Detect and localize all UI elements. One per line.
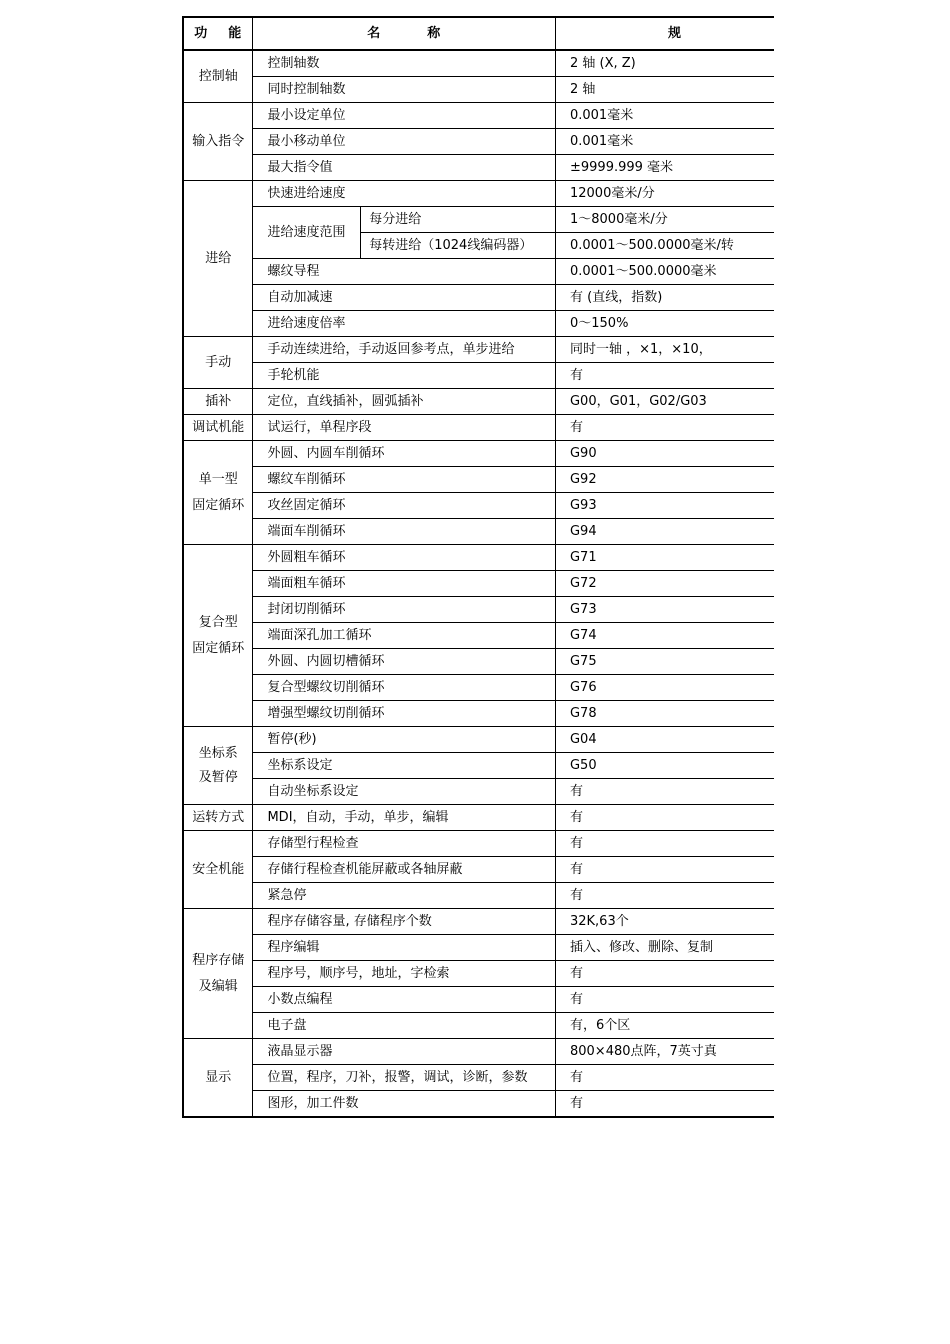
row-spec: G73: [555, 597, 774, 623]
row-spec: G04: [555, 727, 774, 753]
table-row: [183, 311, 774, 337]
row-name: 封闭切削循环: [253, 597, 556, 623]
row-spec: 有: [555, 961, 774, 987]
group-single-cycle: [183, 441, 253, 545]
row-spec: 0～150%: [555, 311, 774, 337]
group-label-line: 固定循环: [192, 497, 245, 513]
row-name: 图形，加工件数: [253, 1091, 556, 1118]
spec-table-viewport: [182, 16, 774, 1126]
table-row: [183, 285, 774, 311]
table-row: [183, 50, 774, 77]
row-spec: 有: [555, 831, 774, 857]
table-row: [183, 493, 774, 519]
row-spec: G74: [555, 623, 774, 649]
row-spec: 有: [555, 779, 774, 805]
row-name: 坐标系设定: [253, 753, 556, 779]
group-compound-cycle: [183, 545, 253, 727]
header-function-char-1: 功: [194, 26, 209, 41]
row-subname: 每转进给（1024线编码器）: [361, 233, 556, 259]
row-name: 外圆粗车循环: [253, 545, 556, 571]
table-row: [183, 753, 774, 779]
row-name: 存储型行程检查: [253, 831, 556, 857]
row-name: 位置，程序，刀补，报警，调试，诊断，参数: [253, 1065, 556, 1091]
row-name: 最小移动单位: [253, 129, 556, 155]
table-row: [183, 701, 774, 727]
header-name: [253, 17, 556, 50]
row-name: 最大指令值: [253, 155, 556, 181]
table-row: [183, 623, 774, 649]
row-spec: G92: [555, 467, 774, 493]
group-label-line: 及暂停: [198, 769, 238, 785]
row-name: 同时控制轴数: [253, 77, 556, 103]
row-spec: 2 轴: [555, 77, 774, 103]
row-name: 外圆、内圆切槽循环: [253, 649, 556, 675]
group-feed: 进给: [183, 181, 253, 337]
table-row: [183, 597, 774, 623]
row-name: 自动加减速: [253, 285, 556, 311]
row-name: 定位，直线插补，圆弧插补: [253, 389, 556, 415]
table-row: [183, 727, 774, 753]
table-row: [183, 467, 774, 493]
row-name: 小数点编程: [253, 987, 556, 1013]
row-name: 端面粗车循环: [253, 571, 556, 597]
row-spec: G50: [555, 753, 774, 779]
group-interpolation: 插补: [183, 389, 253, 415]
table-row: [183, 519, 774, 545]
row-name: 端面车削循环: [253, 519, 556, 545]
row-spec: 有 (直线，指数): [555, 285, 774, 311]
table-row: [183, 441, 774, 467]
row-spec: 有: [555, 883, 774, 909]
row-spec: 有: [555, 363, 774, 389]
table-row: [183, 207, 774, 233]
group-manual: 手动: [183, 337, 253, 389]
row-name: 紧急停: [253, 883, 556, 909]
table-row: [183, 181, 774, 207]
row-spec: G78: [555, 701, 774, 727]
table-row: [183, 1065, 774, 1091]
table-row: [183, 831, 774, 857]
table-row: [183, 389, 774, 415]
header-name-char-1: 名: [367, 26, 382, 41]
table-row: [183, 129, 774, 155]
row-spec: 插入、修改、删除、复制: [555, 935, 774, 961]
row-name: 外圆、内圆车削循环: [253, 441, 556, 467]
row-spec: G94: [555, 519, 774, 545]
row-spec: 有，6个区: [555, 1013, 774, 1039]
row-name: 进给速度倍率: [253, 311, 556, 337]
row-spec: 有: [555, 1065, 774, 1091]
group-label-line: 固定循环: [192, 640, 245, 656]
group-label-line: 单一型: [198, 471, 238, 487]
row-spec: ±9999.999 毫米: [555, 155, 774, 181]
table-row: [183, 987, 774, 1013]
row-name: 手轮机能: [253, 363, 556, 389]
table-row: [183, 1013, 774, 1039]
row-name: 螺纹车削循环: [253, 467, 556, 493]
row-name: 攻丝固定循环: [253, 493, 556, 519]
spec-table: [182, 16, 774, 1118]
header-spec: 规: [555, 17, 774, 50]
row-spec: 0.001毫米: [555, 103, 774, 129]
header-function: [183, 17, 253, 50]
row-name: 自动坐标系设定: [253, 779, 556, 805]
table-row: [183, 805, 774, 831]
group-coordinate: [183, 727, 253, 805]
row-spec: G76: [555, 675, 774, 701]
row-spec: 有: [555, 805, 774, 831]
row-name: 电子盘: [253, 1013, 556, 1039]
row-name: 液晶显示器: [253, 1039, 556, 1065]
row-spec: 12000毫米/分: [555, 181, 774, 207]
row-name: 程序号，顺序号，地址，字检索: [253, 961, 556, 987]
row-spec: 800×480点阵，7英寸真: [555, 1039, 774, 1065]
row-spec: 有: [555, 1091, 774, 1118]
group-label-line: 复合型: [198, 614, 238, 630]
row-name: 试运行，单程序段: [253, 415, 556, 441]
row-name: 暂停(秒): [253, 727, 556, 753]
row-name: 进给速度范围: [253, 207, 361, 259]
row-spec: 有: [555, 987, 774, 1013]
group-control-axis: 控制轴: [183, 50, 253, 103]
header-name-char-2: 称: [427, 26, 442, 41]
table-row: [183, 337, 774, 363]
table-row: [183, 961, 774, 987]
row-name: 控制轴数: [253, 50, 556, 77]
row-spec: G72: [555, 571, 774, 597]
group-debug: 调试机能: [183, 415, 253, 441]
table-row: [183, 1039, 774, 1065]
row-name: 复合型螺纹切削循环: [253, 675, 556, 701]
row-spec: 1～8000毫米/分: [555, 207, 774, 233]
row-name: 端面深孔加工循环: [253, 623, 556, 649]
group-label-line: 程序存储: [192, 952, 245, 968]
row-name: 快速进给速度: [253, 181, 556, 207]
table-row: [183, 571, 774, 597]
row-spec: G71: [555, 545, 774, 571]
group-label-line: 坐标系: [198, 745, 238, 761]
table-row: [183, 77, 774, 103]
row-spec: G90: [555, 441, 774, 467]
table-row: [183, 1091, 774, 1118]
table-row: [183, 415, 774, 441]
row-spec: 32K,63个: [555, 909, 774, 935]
row-name: 增强型螺纹切削循环: [253, 701, 556, 727]
table-row: [183, 675, 774, 701]
row-spec: 0.001毫米: [555, 129, 774, 155]
row-name: 程序存储容量, 存储程序个数: [253, 909, 556, 935]
row-name: 程序编辑: [253, 935, 556, 961]
row-spec: 0.0001～500.0000毫米: [555, 259, 774, 285]
row-spec: 有: [555, 415, 774, 441]
row-spec: G93: [555, 493, 774, 519]
table-row: [183, 649, 774, 675]
table-row: [183, 909, 774, 935]
row-name: 最小设定单位: [253, 103, 556, 129]
table-row: [183, 259, 774, 285]
table-row: [183, 103, 774, 129]
table-header-row: [183, 17, 774, 50]
row-spec: G75: [555, 649, 774, 675]
table-row: [183, 155, 774, 181]
row-spec: 0.0001～500.0000毫米/转: [555, 233, 774, 259]
row-subname: 每分进给: [361, 207, 556, 233]
row-name: MDI，自动，手动，单步，编辑: [253, 805, 556, 831]
table-row: [183, 857, 774, 883]
row-name: 螺纹导程: [253, 259, 556, 285]
table-row: [183, 935, 774, 961]
row-spec: G00，G01，G02/G03: [555, 389, 774, 415]
row-spec: 有: [555, 857, 774, 883]
row-spec: 同时一轴 ，×1，×10，: [555, 337, 774, 363]
row-name: 存储行程检查机能屏蔽或各轴屏蔽: [253, 857, 556, 883]
group-label-line: 及编辑: [198, 978, 238, 994]
table-row: [183, 363, 774, 389]
group-display: 显示: [183, 1039, 253, 1118]
header-function-char-2: 能: [228, 26, 243, 41]
group-input-command: 输入指令: [183, 103, 253, 181]
table-row: [183, 883, 774, 909]
table-row: [183, 779, 774, 805]
row-spec: 2 轴 (X, Z): [555, 50, 774, 77]
group-run-mode: 运转方式: [183, 805, 253, 831]
group-program-storage: [183, 909, 253, 1039]
row-name: 手动连续进给，手动返回参考点，单步进给: [253, 337, 556, 363]
group-safety: 安全机能: [183, 831, 253, 909]
table-row: [183, 545, 774, 571]
